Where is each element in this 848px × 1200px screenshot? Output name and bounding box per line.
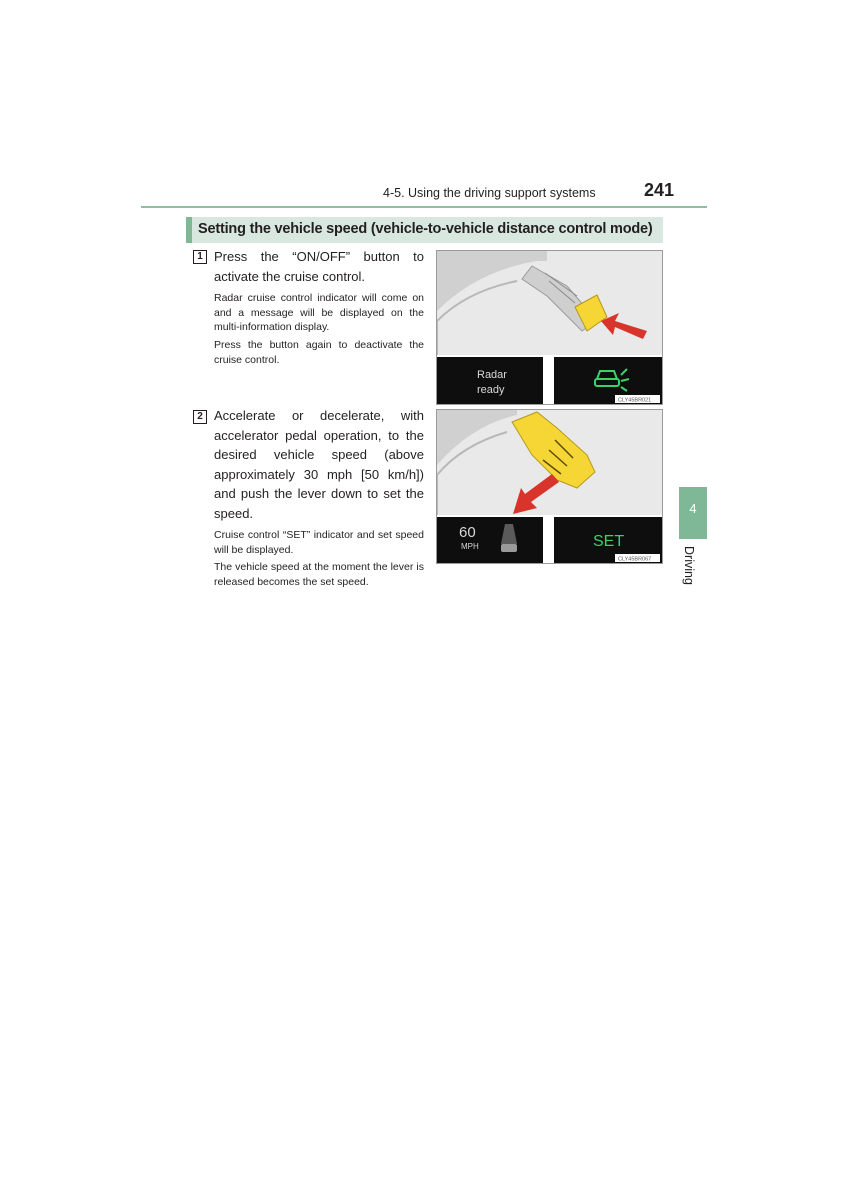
display-text-line-2: ready	[477, 384, 505, 396]
set-speed-value: 60	[459, 524, 476, 541]
step-2-note-1: Cruise control “SET” indicator and set speed will be displayed.	[214, 529, 424, 556]
step-1-note-1: Radar cruise control indicator will come on and a message will be displayed on the multi-information display.	[214, 292, 424, 333]
page-number: 241	[644, 180, 675, 200]
figure-code: CLY45BR067	[618, 556, 652, 563]
figure-set-illustration	[437, 410, 662, 563]
step-2-instruction: Accelerate or decelerate, with accelerator pedal operation, to the desired vehicle speed (above approximately 30 mph [50 km/h]) and push the lever down to set the speed.	[214, 408, 424, 521]
step-2-note-2: The vehicle speed at the moment the lever is released becomes the set speed.	[214, 561, 424, 588]
set-indicator: SET	[593, 533, 625, 550]
chapter-label: Driving	[682, 546, 696, 585]
chapter-tab[interactable]: 4	[679, 487, 707, 539]
section-title: Setting the vehicle speed (vehicle-to-vehicle distance control mode)	[198, 221, 653, 237]
section-title-bar	[186, 217, 663, 243]
figure-onoff-button	[436, 250, 663, 405]
section-header: 4-5. Using the driving support systems	[383, 186, 596, 200]
step-1-note-2: Press the button again to deactivate the cruise control.	[214, 339, 424, 366]
figure-onoff-illustration	[437, 251, 662, 404]
set-speed-unit: MPH	[461, 542, 479, 551]
step-2-number: 2	[193, 410, 207, 424]
display-text-line-1: Radar	[477, 369, 507, 381]
step-1-instruction: Press the “ON/OFF” button to activate the cruise control.	[214, 249, 424, 284]
figure-set-lever	[436, 409, 663, 564]
step-1-number: 1	[193, 250, 207, 264]
header-divider	[141, 206, 707, 208]
figure-code: CLY45BR021	[618, 397, 652, 404]
